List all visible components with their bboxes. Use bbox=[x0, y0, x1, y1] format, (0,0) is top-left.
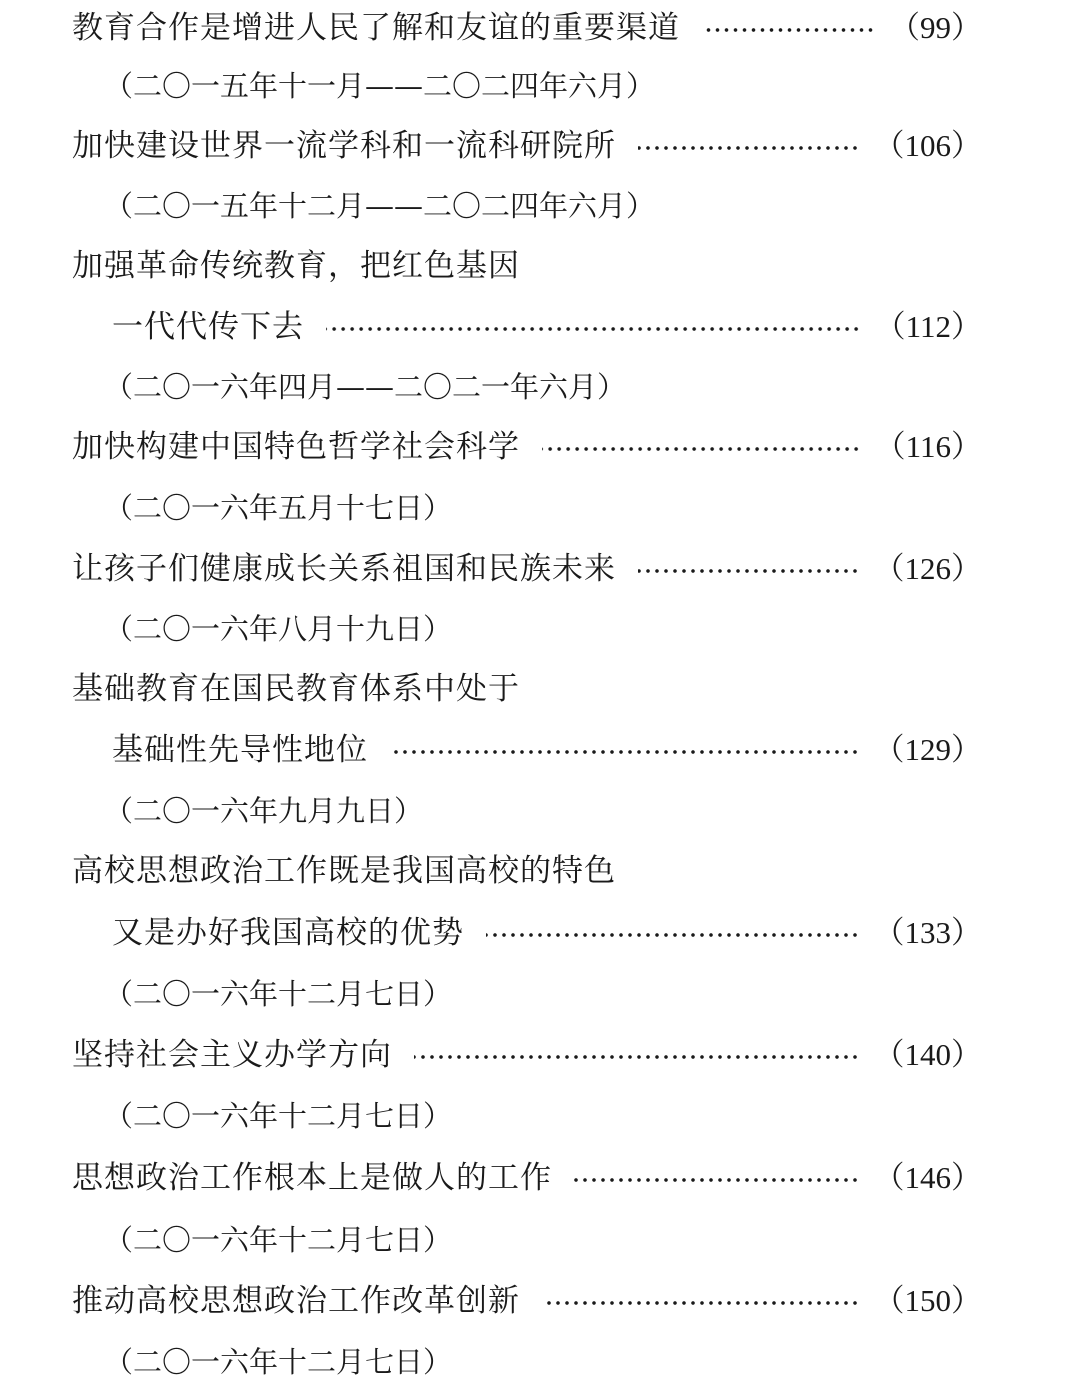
dot-leader bbox=[486, 933, 860, 937]
toc-entry-page-number: （150） bbox=[873, 1283, 982, 1318]
toc-entry-date: （二〇一六年十二月七日） bbox=[104, 1099, 453, 1133]
toc-entry-title-line[interactable] bbox=[72, 661, 982, 717]
dot-leader bbox=[702, 28, 875, 32]
toc-entry-page-number: （112） bbox=[874, 309, 982, 344]
toc-entry-title-line[interactable] bbox=[72, 419, 982, 475]
dot-leader bbox=[326, 327, 861, 331]
toc-entry-title-line[interactable] bbox=[72, 1027, 982, 1083]
toc-entry-title-continuation[interactable] bbox=[112, 905, 982, 961]
toc-entry-page-number: （129） bbox=[873, 732, 982, 767]
toc-entry-title-cont: 又是办好我国高校的优势 bbox=[112, 915, 464, 951]
toc-entry-page-number: （106） bbox=[873, 128, 982, 163]
toc-entry-title-cont: 一代代传下去 bbox=[112, 309, 304, 345]
toc-entry-date: （二〇一六年八月十九日） bbox=[104, 612, 453, 646]
toc-entry-title-line[interactable] bbox=[72, 118, 982, 174]
toc-entry-title: 基础教育在国民教育体系中处于 bbox=[72, 671, 520, 707]
dot-leader bbox=[542, 447, 861, 451]
toc-entry-date: （二〇一六年十二月七日） bbox=[104, 977, 453, 1011]
toc-entry-title: 推动高校思想政治工作改革创新 bbox=[72, 1283, 520, 1319]
toc-entry-page-number: （146） bbox=[873, 1160, 982, 1195]
toc-entry-title: 加强革命传统教育，把红色基因 bbox=[72, 248, 520, 284]
toc-entry-title: 思想政治工作根本上是做人的工作 bbox=[72, 1160, 552, 1196]
toc-entry-title: 坚持社会主义办学方向 bbox=[72, 1037, 392, 1073]
toc-entry-title-line[interactable] bbox=[72, 1150, 982, 1206]
toc-entry-date: （二〇一六年九月九日） bbox=[104, 794, 424, 828]
toc-entry-title: 加快构建中国特色哲学社会科学 bbox=[72, 429, 520, 465]
toc-entry-title: 加快建设世界一流学科和一流科研院所 bbox=[72, 128, 616, 164]
toc-entry-title: 高校思想政治工作既是我国高校的特色 bbox=[72, 853, 616, 889]
toc-entry-date: （二〇一六年十二月七日） bbox=[104, 1223, 453, 1257]
dot-leader bbox=[414, 1055, 860, 1059]
toc-entry-page-number: （99） bbox=[889, 10, 982, 45]
toc-entry-page-number: （116） bbox=[874, 429, 982, 464]
toc-entry-title-continuation[interactable] bbox=[112, 722, 982, 778]
toc-entry-title-line[interactable] bbox=[72, 1273, 982, 1329]
toc-entry-date: （二〇一六年四月——二〇二一年六月） bbox=[104, 370, 627, 404]
dot-leader bbox=[574, 1178, 860, 1182]
dot-leader bbox=[542, 1301, 860, 1305]
toc-entry-date: （二〇一六年五月十七日） bbox=[104, 491, 453, 525]
toc-entry-title-line[interactable] bbox=[72, 843, 982, 899]
toc-entry-date: （二〇一六年十二月七日） bbox=[104, 1345, 453, 1379]
dot-leader bbox=[638, 146, 860, 150]
toc-entry-page-number: （133） bbox=[873, 915, 982, 950]
toc-entry-date: （二〇一五年十二月——二〇二四年六月） bbox=[104, 189, 656, 223]
toc-entry-title: 让孩子们健康成长关系祖国和民族未来 bbox=[72, 551, 616, 587]
toc-entry-date: （二〇一五年十一月——二〇二四年六月） bbox=[104, 69, 656, 103]
toc-entry-title: 教育合作是增进人民了解和友谊的重要渠道 bbox=[72, 10, 680, 46]
dot-leader bbox=[638, 569, 860, 573]
toc-entry-title-continuation[interactable] bbox=[112, 299, 982, 355]
toc-entry-title-line[interactable] bbox=[72, 238, 982, 294]
toc-entry-page-number: （140） bbox=[873, 1037, 982, 1072]
toc-entry-title-cont: 基础性先导性地位 bbox=[112, 732, 368, 768]
toc-entry-page-number: （126） bbox=[873, 551, 982, 586]
toc-entry-title-line[interactable] bbox=[72, 0, 982, 56]
dot-leader bbox=[390, 750, 860, 754]
toc-entry-title-line[interactable] bbox=[72, 541, 982, 597]
